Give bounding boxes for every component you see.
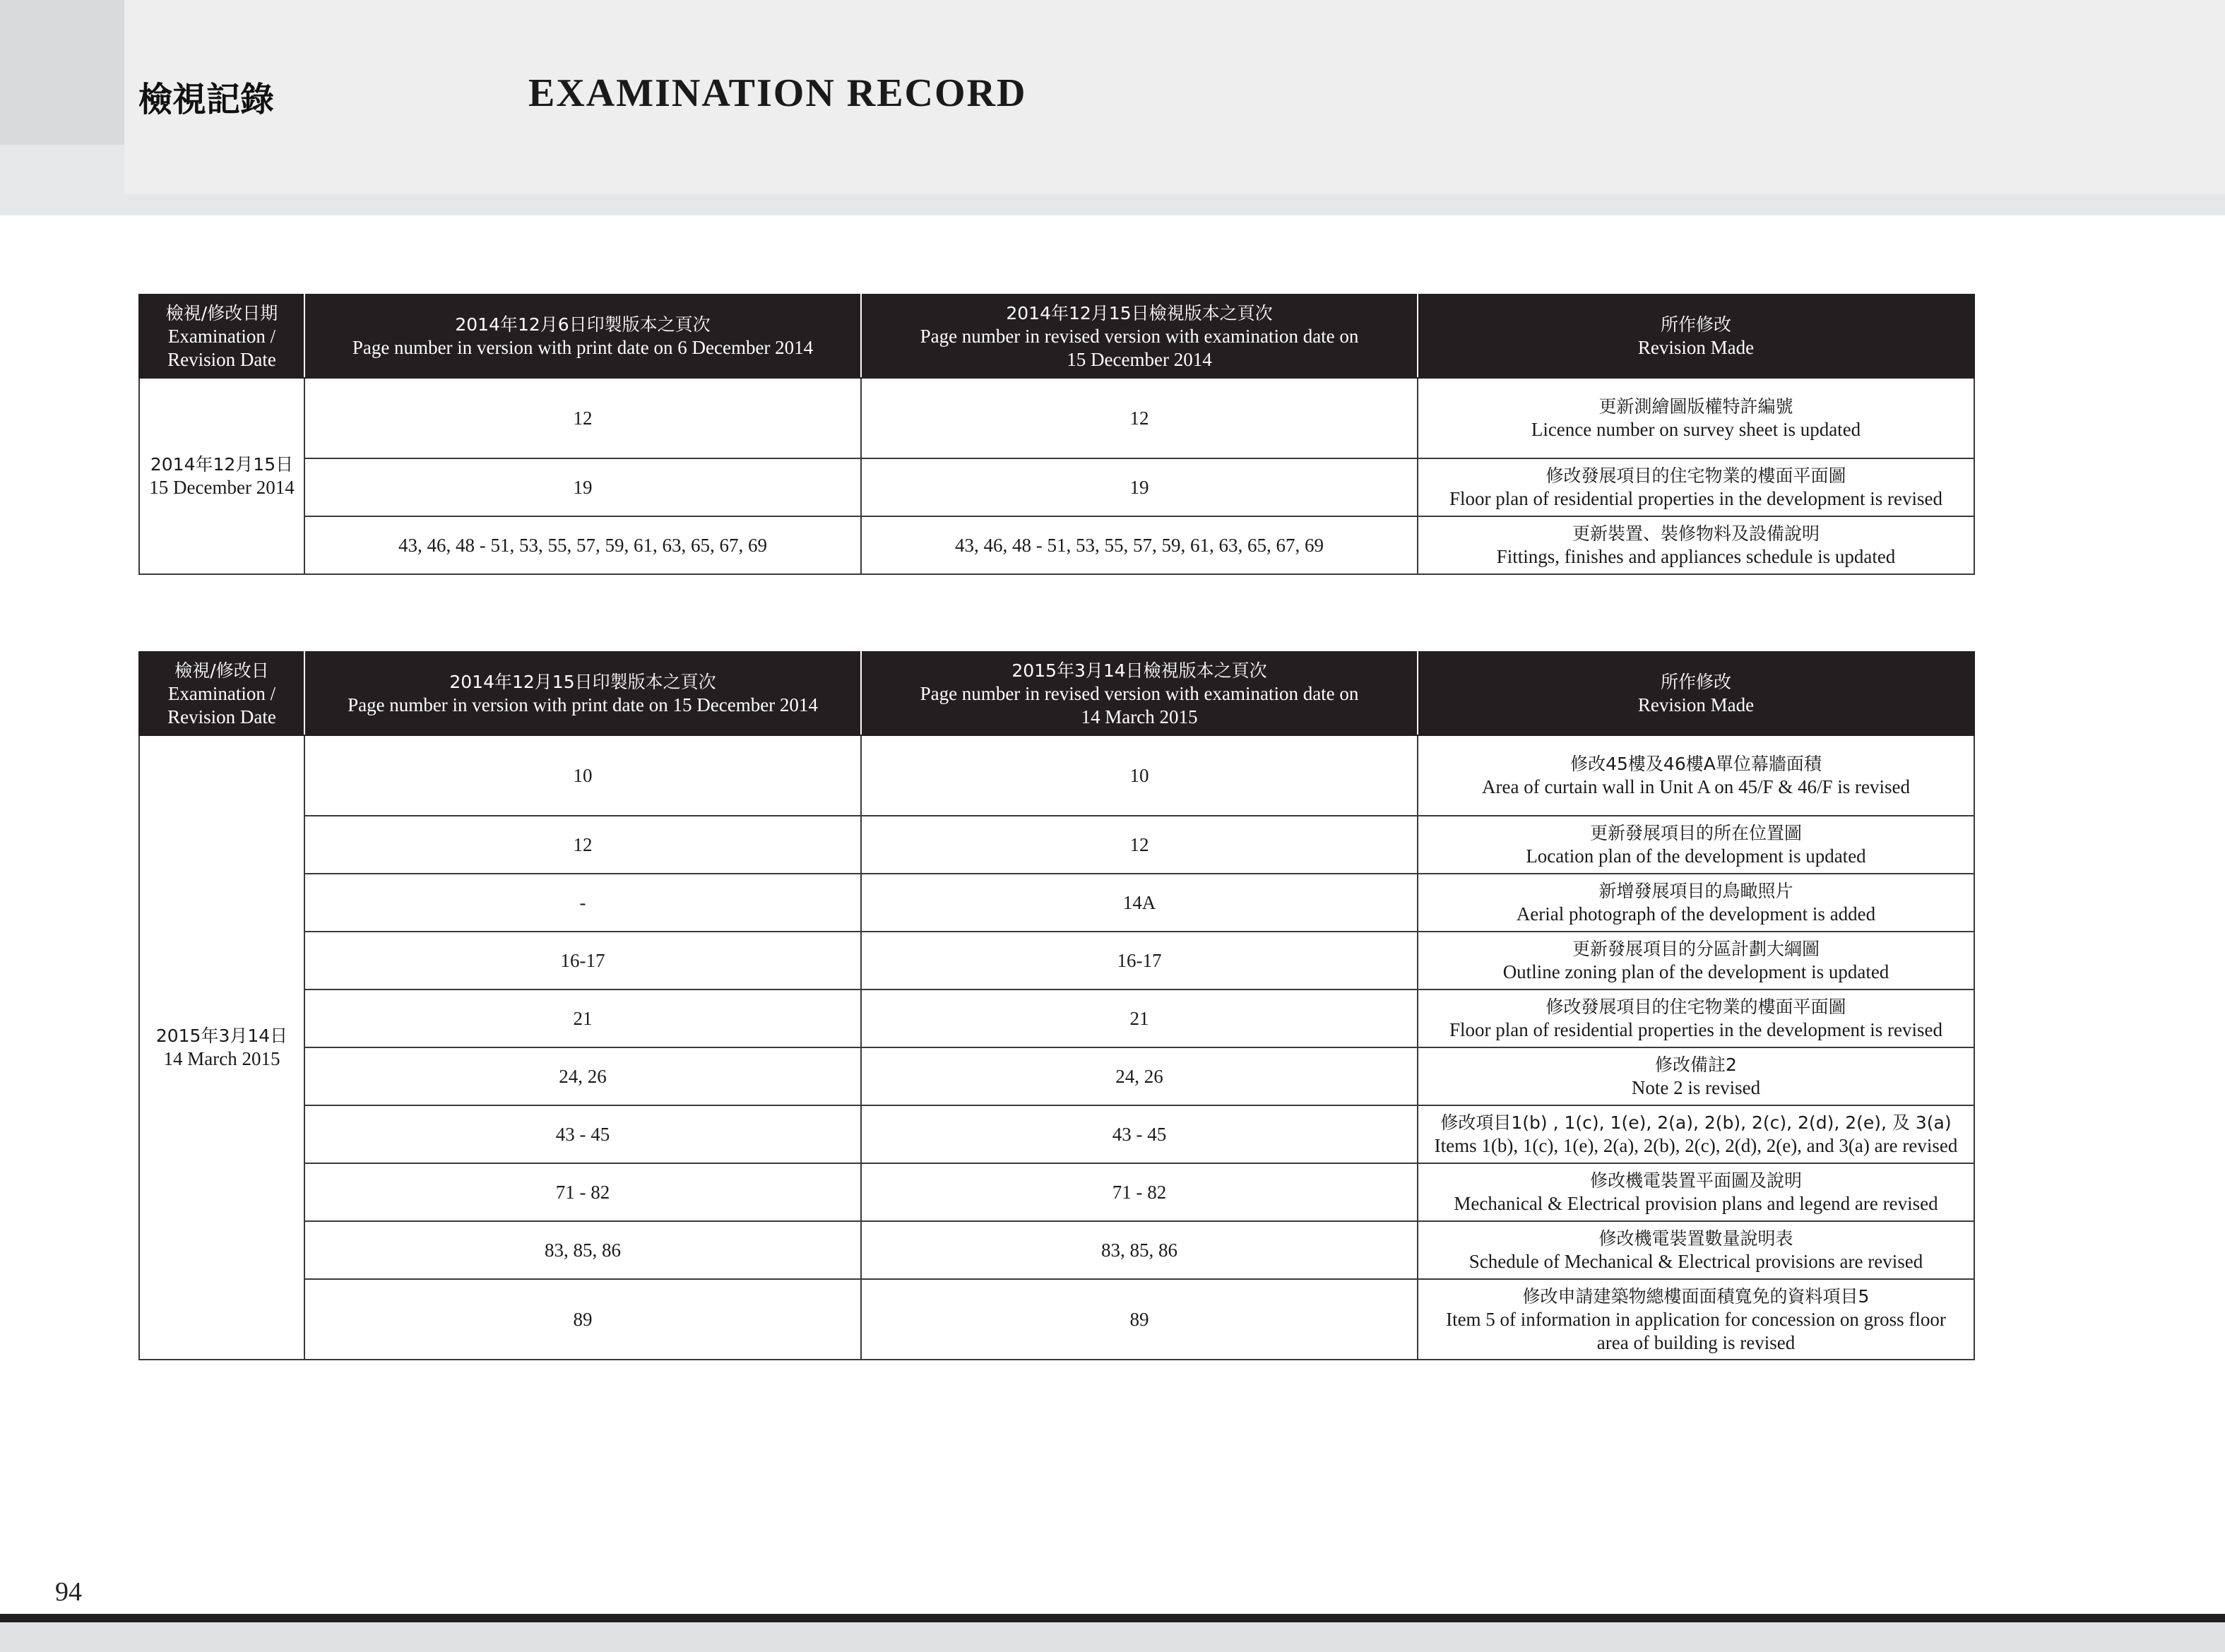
revision-en: Outline zoning plan of the development is updated <box>1502 961 1889 982</box>
table-row <box>139 458 1974 516</box>
revision-made-cell <box>1418 516 1974 574</box>
table-row <box>139 1163 1974 1221</box>
revision-date-zh: 2015年3月14日 <box>155 1026 288 1046</box>
revision-made-cell <box>1418 735 1974 816</box>
header-made-zh: 所作修改 <box>1660 314 1731 335</box>
revision-en: Licence number on survey sheet is updated <box>1531 419 1861 440</box>
page-number: 94 <box>55 1577 82 1607</box>
revision-en: Items 1(b), 1(c), 1(e), 2(a), 2(b), 2(c), 2(d), 2(e), and 3(a) are revised <box>1434 1135 1958 1156</box>
table-row <box>139 1279 1974 1360</box>
revision-date-cell <box>139 735 304 1360</box>
revision-zh: 修改項目1(b) , 1(c), 1(e), 2(a), 2(b), 2(c), 2(d), 2(e), 及 3(a) <box>1440 1112 1952 1133</box>
header-print-en: Page number in version with print date on 15 December 2014 <box>348 694 818 715</box>
revised-page-cell: 43 - 45 <box>861 1105 1418 1163</box>
revision-zh: 更新發展項目的所在位置圖 <box>1589 823 1802 843</box>
revision-made-cell <box>1418 458 1974 516</box>
header-print-zh: 2014年12月6日印製版本之頁次 <box>455 314 711 335</box>
revision-made-cell <box>1418 1105 1974 1163</box>
revision-date-zh: 2014年12月15日 <box>150 454 294 475</box>
header-date-en1: Examination / <box>167 682 276 704</box>
print-page-cell: 89 <box>304 1279 861 1360</box>
table-row <box>139 378 1974 458</box>
revision-en: Aerial photograph of the development is added <box>1516 903 1876 925</box>
header-date <box>139 652 304 735</box>
revision-made-cell <box>1418 816 1974 874</box>
table-row <box>139 874 1974 932</box>
header-date-zh: 檢視/修改日期 <box>165 302 278 323</box>
header-date-en1: Examination / <box>167 325 276 347</box>
header-revised-page <box>861 652 1418 735</box>
header-made-en: Revision Made <box>1637 337 1755 358</box>
examination-table-2014 <box>138 294 1975 575</box>
header-revised-en1: Page number in revised version with examination date on <box>920 682 1359 704</box>
table-row <box>139 1221 1974 1279</box>
header-print-en: Page number in version with print date on 6 December 2014 <box>352 337 814 358</box>
revision-zh: 修改45樓及46樓A單位幕牆面積 <box>1570 754 1822 774</box>
footer-rule <box>0 1614 2225 1622</box>
header-made-zh: 所作修改 <box>1660 672 1731 692</box>
revised-page-cell: 83, 85, 86 <box>861 1221 1418 1279</box>
table-row <box>139 735 1974 816</box>
print-page-cell: 71 - 82 <box>304 1163 861 1221</box>
header-print-zh: 2014年12月15日印製版本之頁次 <box>449 672 716 692</box>
revision-en-continued: area of building is revised <box>1596 1331 1796 1353</box>
table-row <box>139 816 1974 874</box>
revision-en: Note 2 is revised <box>1631 1077 1761 1098</box>
revised-page-cell: 19 <box>861 458 1418 516</box>
print-page-cell: 43 - 45 <box>304 1105 861 1163</box>
table-row <box>139 516 1974 574</box>
revised-page-cell: 43, 46, 48 - 51, 53, 55, 57, 59, 61, 63, 65, 67, 69 <box>861 516 1418 574</box>
revision-en: Location plan of the development is updated <box>1526 845 1866 867</box>
table-row <box>139 1047 1974 1105</box>
revision-en: Schedule of Mechanical & Electrical provisions are revised <box>1468 1251 1923 1272</box>
table-row <box>139 990 1974 1047</box>
revision-zh: 新增發展項目的鳥瞰照片 <box>1598 881 1793 901</box>
header-revised-en2: 15 December 2014 <box>1067 348 1212 370</box>
header-revised-en1: Page number in revised version with examination date on <box>920 325 1359 347</box>
header-panel <box>124 0 2225 194</box>
table-header-row <box>139 295 1974 378</box>
header-revised-zh: 2015年3月14日檢視版本之頁次 <box>1011 660 1267 681</box>
revision-made-cell <box>1418 1279 1974 1360</box>
revision-zh: 修改申請建築物總樓面面積寬免的資料項目5 <box>1522 1285 1870 1307</box>
header-print-page <box>304 652 861 735</box>
revision-made-cell <box>1418 378 1974 458</box>
revision-date-cell <box>139 378 304 574</box>
revision-en: Fittings, finishes and appliances schedule is updated <box>1496 546 1896 567</box>
revision-en: Area of curtain wall in Unit A on 45/F & 46/F is revised <box>1482 776 1910 797</box>
revised-page-cell: 14A <box>861 874 1418 932</box>
header-revision-made <box>1418 652 1974 735</box>
page-title-chinese: 檢視記錄 <box>138 80 275 119</box>
revision-en: Floor plan of residential properties in the development is revised <box>1449 1019 1943 1040</box>
revision-made-cell <box>1418 1163 1974 1221</box>
revision-zh: 更新測繪圖版權特許編號 <box>1598 396 1793 417</box>
revision-made-cell <box>1418 874 1974 932</box>
revision-date-en: 15 December 2014 <box>149 477 295 498</box>
header-date-en2: Revision Date <box>167 348 276 370</box>
revised-page-cell: 16-17 <box>861 932 1418 990</box>
revision-made-cell <box>1418 1047 1974 1105</box>
revised-page-cell: 89 <box>861 1279 1418 1360</box>
revision-en: Floor plan of residential properties in the development is revised <box>1449 488 1943 509</box>
print-page-cell: 24, 26 <box>304 1047 861 1105</box>
revised-page-cell: 12 <box>861 378 1418 458</box>
print-page-cell: 16-17 <box>304 932 861 990</box>
header-left-block <box>0 0 124 145</box>
print-page-cell: - <box>304 874 861 932</box>
header-revised-en2: 14 March 2015 <box>1081 706 1198 727</box>
revision-made-cell <box>1418 990 1974 1047</box>
print-page-cell: 10 <box>304 735 861 816</box>
table-header-row <box>139 652 1974 735</box>
page-title: EXAMINATION RECORD <box>528 71 1027 115</box>
header-made-en: Revision Made <box>1637 694 1755 715</box>
print-page-cell: 83, 85, 86 <box>304 1221 861 1279</box>
revision-zh: 修改備註2 <box>1655 1054 1737 1075</box>
revision-date-en: 14 March 2015 <box>163 1048 280 1069</box>
print-page-cell: 12 <box>304 816 861 874</box>
revision-made-cell <box>1418 1221 1974 1279</box>
revision-made-cell <box>1418 932 1974 990</box>
revision-zh: 修改發展項目的住宅物業的樓面平面圖 <box>1545 997 1846 1017</box>
revision-zh: 修改機電裝置平面圖及說明 <box>1589 1170 1802 1191</box>
table-row <box>139 932 1974 990</box>
revised-page-cell: 21 <box>861 990 1418 1047</box>
revision-zh: 修改機電裝置數量說明表 <box>1598 1228 1793 1249</box>
revised-page-cell: 24, 26 <box>861 1047 1418 1105</box>
header-revision-made <box>1418 295 1974 378</box>
print-page-cell: 43, 46, 48 - 51, 53, 55, 57, 59, 61, 63, 65, 67, 69 <box>304 516 861 574</box>
print-page-cell: 12 <box>304 378 861 458</box>
revision-zh: 更新裝置、裝修物料及設備說明 <box>1572 523 1820 544</box>
revised-page-cell: 12 <box>861 816 1418 874</box>
examination-table-2015 <box>138 651 1975 1360</box>
footer-band <box>0 1622 2225 1652</box>
revised-page-cell: 71 - 82 <box>861 1163 1418 1221</box>
header-date <box>139 295 304 378</box>
header-revised-page <box>861 295 1418 378</box>
print-page-cell: 19 <box>304 458 861 516</box>
table-row <box>139 1105 1974 1163</box>
revision-en: Item 5 of information in application for concession on gross floor <box>1446 1308 1946 1330</box>
header-date-en2: Revision Date <box>167 706 276 727</box>
revised-page-cell: 10 <box>861 735 1418 816</box>
header-date-zh: 檢視/修改日 <box>174 660 269 681</box>
revision-zh: 更新發展項目的分區計劃大綱圖 <box>1572 939 1820 959</box>
header-revised-zh: 2014年12月15日檢視版本之頁次 <box>1006 302 1273 323</box>
header-print-page <box>304 295 861 378</box>
revision-zh: 修改發展項目的住宅物業的樓面平面圖 <box>1545 465 1846 486</box>
print-page-cell: 21 <box>304 990 861 1047</box>
revision-en: Mechanical & Electrical provision plans and legend are revised <box>1454 1193 1938 1214</box>
